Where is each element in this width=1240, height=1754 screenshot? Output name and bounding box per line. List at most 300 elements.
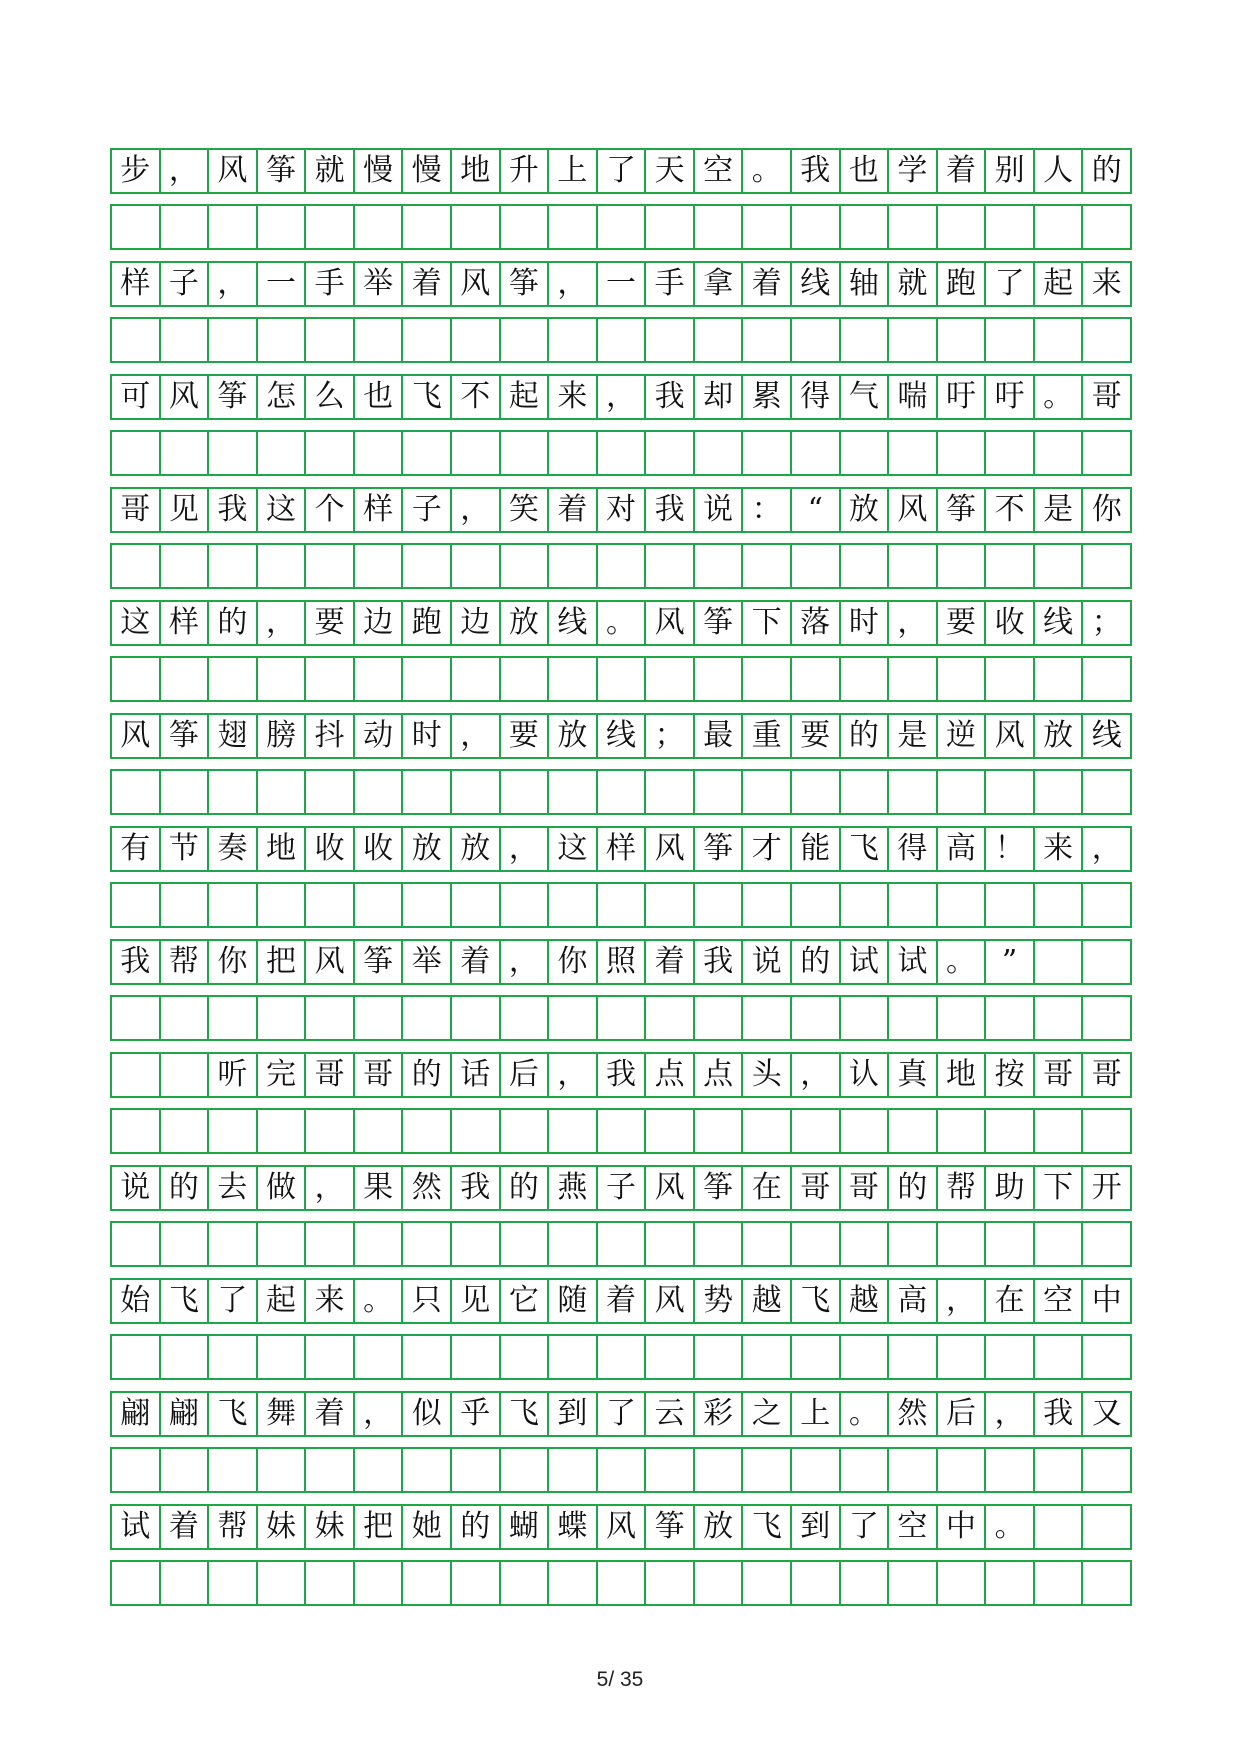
grid-cell	[452, 884, 501, 926]
grid-cell: 风	[646, 1167, 695, 1209]
text-row	[110, 261, 1132, 307]
grid-cell	[209, 206, 258, 248]
grid-cell: 我	[792, 150, 841, 192]
page-number: 5/ 35	[596, 1668, 644, 1691]
grid-cell	[258, 1449, 307, 1491]
grid-cell	[501, 658, 550, 700]
grid-cell: 风	[161, 376, 210, 418]
grid-cell	[161, 658, 210, 700]
grid-cell	[161, 1449, 210, 1491]
grid-cell	[986, 206, 1035, 248]
text-row	[110, 374, 1132, 420]
grid-cell	[1083, 319, 1132, 361]
grid-cell: 这	[549, 828, 598, 870]
grid-cell: 越	[841, 1280, 890, 1322]
grid-cell	[695, 1449, 744, 1491]
grid-cell	[986, 432, 1035, 474]
grid-cell: 在	[743, 1167, 792, 1209]
grid-cell	[549, 1110, 598, 1152]
grid-cell: 逆	[938, 715, 987, 757]
grid-cell	[161, 1054, 210, 1096]
grid-cell	[646, 1449, 695, 1491]
grid-cell	[161, 545, 210, 587]
grid-cell	[258, 1223, 307, 1265]
grid-cell: 飞	[161, 1280, 210, 1322]
grid-cell: 我	[646, 489, 695, 531]
grid-cell: 线	[598, 715, 647, 757]
grid-cell: 拿	[695, 263, 744, 305]
grid-cell	[549, 658, 598, 700]
text-row	[110, 713, 1132, 759]
grid-cell	[841, 1223, 890, 1265]
grid-cell	[306, 319, 355, 361]
grid-cell: 着	[161, 1506, 210, 1548]
grid-cell	[355, 545, 404, 587]
grid-cell: 气	[841, 376, 890, 418]
grid-cell	[112, 432, 161, 474]
grid-cell: 风	[452, 263, 501, 305]
grid-cell: 风	[306, 941, 355, 983]
grid-cell	[841, 1336, 890, 1378]
grid-cell	[938, 432, 987, 474]
grid-cell: 的	[209, 602, 258, 644]
grid-cell	[743, 771, 792, 813]
grid-cell	[1083, 1110, 1132, 1152]
grid-cell	[743, 1449, 792, 1491]
grid-cell: 说	[743, 941, 792, 983]
grid-cell: 按	[986, 1054, 1035, 1096]
grid-cell	[355, 1223, 404, 1265]
grid-cell	[112, 771, 161, 813]
grid-cell: 来	[1035, 828, 1084, 870]
grid-cell	[112, 545, 161, 587]
grid-cell: 就	[306, 150, 355, 192]
grid-cell	[355, 1562, 404, 1604]
grid-cell	[841, 997, 890, 1039]
grid-cell: 就	[889, 263, 938, 305]
grid-cell: 吁	[938, 376, 987, 418]
grid-cell	[695, 545, 744, 587]
grid-cell: 帮	[161, 941, 210, 983]
grid-cell: 是	[1035, 489, 1084, 531]
grid-cell: 子	[161, 263, 210, 305]
grid-cell: 跑	[938, 263, 987, 305]
grid-cell	[209, 1110, 258, 1152]
grid-cell: ，	[501, 941, 550, 983]
grid-cell	[646, 206, 695, 248]
grid-cell	[355, 771, 404, 813]
grid-cell	[695, 771, 744, 813]
grid-cell: 后	[501, 1054, 550, 1096]
grid-cell	[1035, 771, 1084, 813]
grid-cell: 我	[695, 941, 744, 983]
grid-cell: 风	[986, 715, 1035, 757]
grid-cell: 把	[258, 941, 307, 983]
grid-cell	[452, 1336, 501, 1378]
grid-cell	[889, 1449, 938, 1491]
grid-cell	[501, 319, 550, 361]
grid-cell	[501, 997, 550, 1039]
grid-cell: 点	[695, 1054, 744, 1096]
grid-cell: ；	[646, 715, 695, 757]
grid-cell: 我	[646, 376, 695, 418]
grid-cell: ！	[986, 828, 1035, 870]
grid-cell	[598, 884, 647, 926]
grid-cell: 样	[161, 602, 210, 644]
grid-cell	[452, 432, 501, 474]
grid-cell	[403, 545, 452, 587]
grid-cell	[549, 771, 598, 813]
grid-cell	[1083, 941, 1132, 983]
grid-cell	[258, 432, 307, 474]
grid-cell: 上	[792, 1393, 841, 1435]
grid-cell	[1035, 658, 1084, 700]
grid-cell: 得	[792, 376, 841, 418]
grid-cell	[452, 1110, 501, 1152]
grid-cell: 边	[452, 602, 501, 644]
grid-cell: 空	[1035, 1280, 1084, 1322]
grid-cell	[403, 206, 452, 248]
grid-cell	[598, 771, 647, 813]
grid-cell	[743, 1336, 792, 1378]
grid-cell: 要	[938, 602, 987, 644]
grid-cell	[209, 545, 258, 587]
grid-cell: 举	[355, 263, 404, 305]
grid-cell: 风	[646, 1280, 695, 1322]
blank-row	[110, 882, 1132, 928]
grid-cell	[355, 884, 404, 926]
grid-cell: 这	[112, 602, 161, 644]
grid-cell	[743, 206, 792, 248]
grid-cell: 起	[1035, 263, 1084, 305]
grid-cell	[209, 319, 258, 361]
grid-cell	[306, 884, 355, 926]
grid-cell: 助	[986, 1167, 1035, 1209]
grid-cell	[841, 658, 890, 700]
grid-cell: 来	[306, 1280, 355, 1322]
grid-cell	[161, 206, 210, 248]
grid-cell: 到	[792, 1506, 841, 1548]
grid-cell: 哥	[1035, 1054, 1084, 1096]
grid-cell: 吁	[986, 376, 1035, 418]
grid-cell: 放	[452, 828, 501, 870]
grid-cell: 地	[258, 828, 307, 870]
grid-cell	[1035, 545, 1084, 587]
grid-cell: 点	[646, 1054, 695, 1096]
grid-cell	[695, 1110, 744, 1152]
grid-cell: 线	[1083, 715, 1132, 757]
grid-cell	[501, 432, 550, 474]
grid-cell: 却	[695, 376, 744, 418]
grid-cell: 筝	[258, 150, 307, 192]
grid-cell	[1035, 1449, 1084, 1491]
grid-cell: 高	[889, 1280, 938, 1322]
grid-cell	[549, 1449, 598, 1491]
grid-cell: 飞	[501, 1393, 550, 1435]
grid-cell: 后	[938, 1393, 987, 1435]
grid-cell: 奏	[209, 828, 258, 870]
grid-cell: 着	[646, 941, 695, 983]
grid-cell: 果	[355, 1167, 404, 1209]
grid-cell	[743, 1562, 792, 1604]
grid-cell: 重	[743, 715, 792, 757]
grid-cell	[112, 206, 161, 248]
grid-cell	[889, 997, 938, 1039]
text-row	[110, 939, 1132, 985]
grid-cell	[258, 997, 307, 1039]
grid-cell	[841, 771, 890, 813]
grid-cell: 也	[841, 150, 890, 192]
grid-cell: 哥	[1083, 376, 1132, 418]
grid-cell	[986, 545, 1035, 587]
grid-cell: 筝	[161, 715, 210, 757]
grid-cell: 试	[112, 1506, 161, 1548]
grid-cell: 见	[452, 1280, 501, 1322]
grid-cell: 彩	[695, 1393, 744, 1435]
grid-cell: 抖	[306, 715, 355, 757]
grid-cell	[161, 319, 210, 361]
grid-cell: 蝶	[549, 1506, 598, 1548]
grid-cell: 哥	[306, 1054, 355, 1096]
grid-cell: 我	[1035, 1393, 1084, 1435]
grid-cell	[1083, 997, 1132, 1039]
grid-cell: ，	[501, 828, 550, 870]
grid-cell: 蝴	[501, 1506, 550, 1548]
grid-cell	[598, 997, 647, 1039]
grid-cell	[743, 658, 792, 700]
grid-cell: 又	[1083, 1393, 1132, 1435]
grid-cell	[209, 1223, 258, 1265]
grid-cell: 认	[841, 1054, 890, 1096]
grid-cell: 起	[258, 1280, 307, 1322]
grid-cell	[452, 206, 501, 248]
grid-cell	[938, 884, 987, 926]
grid-cell: 完	[258, 1054, 307, 1096]
grid-cell	[306, 1223, 355, 1265]
grid-cell: 喘	[889, 376, 938, 418]
grid-cell	[403, 432, 452, 474]
grid-cell: 时	[841, 602, 890, 644]
grid-cell: 来	[549, 376, 598, 418]
grid-cell	[792, 658, 841, 700]
grid-cell: 放	[1035, 715, 1084, 757]
grid-cell	[549, 545, 598, 587]
grid-cell: 得	[889, 828, 938, 870]
grid-cell: 人	[1035, 150, 1084, 192]
grid-cell	[452, 545, 501, 587]
grid-cell: 舞	[258, 1393, 307, 1435]
grid-cell	[1035, 1562, 1084, 1604]
grid-cell	[258, 771, 307, 813]
grid-cell: 的	[841, 715, 890, 757]
grid-cell: ；	[1083, 602, 1132, 644]
grid-cell: 飞	[841, 828, 890, 870]
grid-cell: 收	[355, 828, 404, 870]
grid-cell: 开	[1083, 1167, 1132, 1209]
grid-cell	[258, 1336, 307, 1378]
grid-cell: 这	[258, 489, 307, 531]
grid-cell	[695, 884, 744, 926]
grid-cell	[161, 1562, 210, 1604]
grid-cell	[112, 1110, 161, 1152]
grid-cell	[792, 432, 841, 474]
grid-cell	[112, 1449, 161, 1491]
grid-cell: 跑	[403, 602, 452, 644]
grid-cell: ，	[258, 602, 307, 644]
grid-cell: 放	[695, 1506, 744, 1548]
grid-cell: 放	[549, 715, 598, 757]
grid-cell: 要	[792, 715, 841, 757]
grid-cell: 帮	[209, 1506, 258, 1548]
grid-cell: 手	[646, 263, 695, 305]
grid-cell: 落	[792, 602, 841, 644]
grid-cell	[986, 771, 1035, 813]
grid-cell: 的	[403, 1054, 452, 1096]
grid-cell	[403, 771, 452, 813]
grid-cell: 空	[695, 150, 744, 192]
grid-cell	[695, 1562, 744, 1604]
grid-cell	[986, 1223, 1035, 1265]
grid-cell	[452, 1449, 501, 1491]
grid-cell: 中	[938, 1506, 987, 1548]
grid-cell	[889, 432, 938, 474]
blank-row	[110, 317, 1132, 363]
grid-cell: 风	[598, 1506, 647, 1548]
grid-cell: 听	[209, 1054, 258, 1096]
grid-cell	[1035, 884, 1084, 926]
grid-cell	[501, 1562, 550, 1604]
grid-cell: 乎	[452, 1393, 501, 1435]
grid-cell: 膀	[258, 715, 307, 757]
grid-cell: 收	[306, 828, 355, 870]
grid-cell	[355, 658, 404, 700]
grid-cell	[986, 1336, 1035, 1378]
grid-cell	[598, 1449, 647, 1491]
grid-cell	[938, 545, 987, 587]
grid-cell	[938, 1223, 987, 1265]
grid-cell: 别	[986, 150, 1035, 192]
grid-cell: 风	[646, 828, 695, 870]
grid-cell	[161, 1110, 210, 1152]
grid-cell: 要	[501, 715, 550, 757]
grid-cell: 试	[841, 941, 890, 983]
grid-cell	[306, 658, 355, 700]
grid-cell: 了	[986, 263, 1035, 305]
grid-cell	[598, 1336, 647, 1378]
grid-cell: 风	[112, 715, 161, 757]
grid-cell	[1035, 1336, 1084, 1378]
grid-cell	[646, 319, 695, 361]
grid-cell: 个	[306, 489, 355, 531]
grid-cell	[355, 432, 404, 474]
grid-cell	[1083, 545, 1132, 587]
grid-cell	[209, 658, 258, 700]
grid-cell	[889, 771, 938, 813]
grid-cell	[112, 658, 161, 700]
text-row	[110, 826, 1132, 872]
grid-cell: 把	[355, 1506, 404, 1548]
grid-cell: 你	[1083, 489, 1132, 531]
grid-cell	[889, 206, 938, 248]
grid-cell: 到	[549, 1393, 598, 1435]
grid-cell: 放	[403, 828, 452, 870]
grid-cell: 筝	[209, 376, 258, 418]
grid-cell: 。	[986, 1506, 1035, 1548]
grid-cell: ，	[452, 715, 501, 757]
grid-cell	[743, 319, 792, 361]
grid-cell: 子	[598, 1167, 647, 1209]
grid-cell	[598, 1562, 647, 1604]
grid-cell: 哥	[112, 489, 161, 531]
blank-row	[110, 1447, 1132, 1493]
grid-cell: 的	[161, 1167, 210, 1209]
grid-cell	[646, 658, 695, 700]
grid-cell: 翅	[209, 715, 258, 757]
grid-cell	[355, 206, 404, 248]
grid-cell	[695, 997, 744, 1039]
grid-cell: 之	[743, 1393, 792, 1435]
grid-cell: 的	[792, 941, 841, 983]
grid-cell	[161, 997, 210, 1039]
grid-cell	[1035, 432, 1084, 474]
grid-cell: 风	[889, 489, 938, 531]
grid-cell	[209, 884, 258, 926]
grid-cell	[403, 1449, 452, 1491]
grid-cell: ”	[986, 941, 1035, 983]
grid-cell	[306, 1449, 355, 1491]
grid-cell: 的	[1083, 150, 1132, 192]
grid-cell	[792, 884, 841, 926]
grid-cell: 收	[986, 602, 1035, 644]
grid-cell	[501, 1223, 550, 1265]
grid-cell	[403, 319, 452, 361]
grid-cell	[403, 884, 452, 926]
grid-cell: 要	[306, 602, 355, 644]
grid-cell	[258, 545, 307, 587]
grid-cell	[841, 545, 890, 587]
grid-cell	[986, 319, 1035, 361]
blank-row	[110, 1334, 1132, 1380]
grid-cell: 势	[695, 1280, 744, 1322]
grid-cell	[792, 1562, 841, 1604]
grid-cell	[501, 1449, 550, 1491]
grid-cell: 不	[452, 376, 501, 418]
grid-cell: ，	[598, 376, 647, 418]
grid-cell: 风	[209, 150, 258, 192]
grid-cell: 风	[646, 602, 695, 644]
grid-cell	[743, 545, 792, 587]
grid-cell: 步	[112, 150, 161, 192]
grid-cell	[403, 1110, 452, 1152]
grid-cell	[1035, 1110, 1084, 1152]
grid-cell: 筝	[501, 263, 550, 305]
grid-cell: 。	[1035, 376, 1084, 418]
grid-cell: 随	[549, 1280, 598, 1322]
grid-cell	[258, 884, 307, 926]
grid-cell: 燕	[549, 1167, 598, 1209]
grid-cell: 始	[112, 1280, 161, 1322]
grid-cell	[743, 432, 792, 474]
grid-cell: 了	[598, 1393, 647, 1435]
grid-cell	[1083, 432, 1132, 474]
grid-cell: 飞	[743, 1506, 792, 1548]
grid-cell	[306, 206, 355, 248]
grid-cell	[938, 206, 987, 248]
grid-cell: 中	[1083, 1280, 1132, 1322]
grid-cell	[209, 432, 258, 474]
grid-cell: 不	[986, 489, 1035, 531]
grid-cell	[938, 1110, 987, 1152]
